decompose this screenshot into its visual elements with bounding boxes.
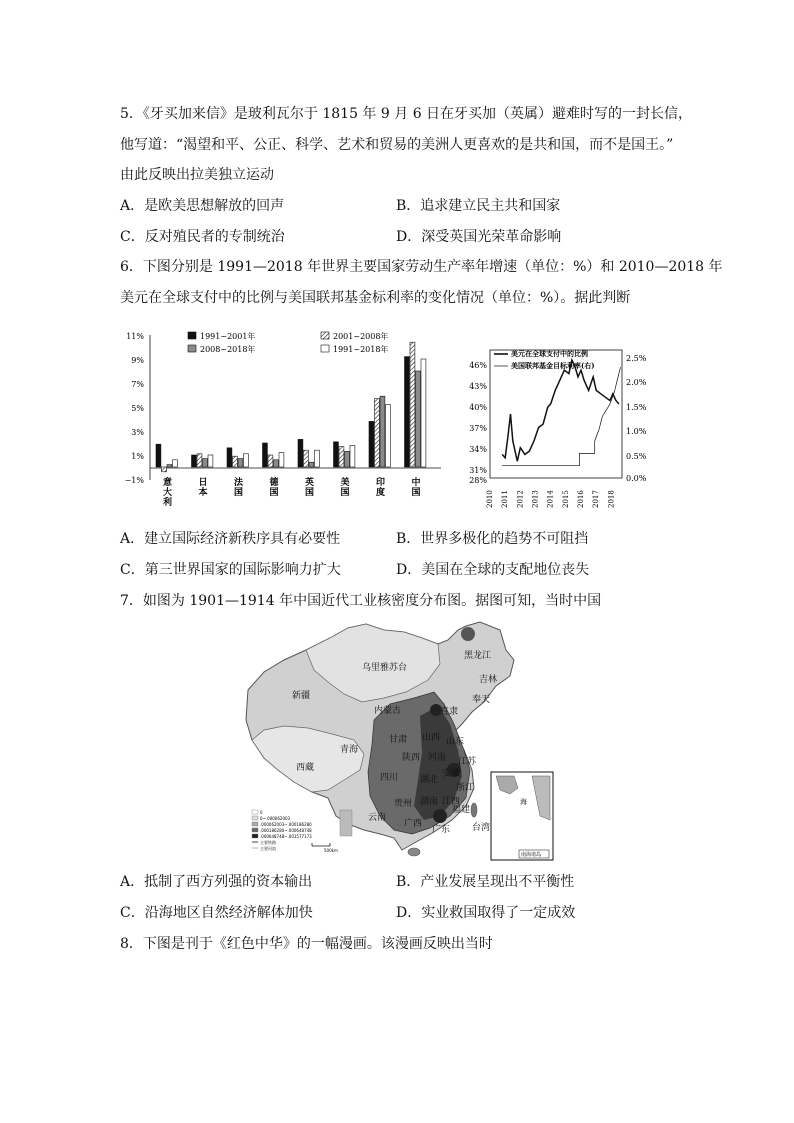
legend-thumbnail [340, 810, 352, 836]
bar-3-5 [309, 462, 314, 467]
q7-stem-line1: 7．如图为 1901—1914 年中国近代工业核密度分布图。据图可知，当时中国 [120, 593, 602, 609]
bar-3-6 [345, 451, 350, 467]
legend-label-series-3: 2008~2018年 [200, 345, 256, 354]
map-label-taiwan: 台湾 [472, 823, 491, 833]
legend-swatch-series-3 [188, 345, 196, 352]
q5-option-c[interactable]: C．反对殖民者的专制统治 [120, 229, 285, 245]
bar-3-3 [238, 459, 243, 467]
bar-2-5 [304, 450, 309, 467]
bar-2-3 [233, 456, 238, 467]
bar-1-6 [334, 442, 339, 467]
bar-category-label-5-1: 英 [305, 478, 315, 488]
line-ytick-right-4: 1.0% [626, 427, 647, 436]
map-label-guangxi: 广西 [404, 819, 423, 829]
map-label-hubei: 湖北 [420, 775, 439, 785]
south-china-sea-inset [491, 772, 553, 860]
map-label-jilin: 吉林 [479, 675, 498, 685]
industry-density-map [244, 620, 556, 862]
q8-stem-line1: 8．下图是刊于《红色中华》的一幅漫画。该漫画反映出当时 [120, 936, 493, 952]
line-legend-series-2: 美国联邦基金目标利率(右) [511, 361, 595, 370]
legend-label-series-1: 1991~2001年 [200, 332, 256, 341]
inset-label-nanhai: 南海诸岛 [521, 852, 542, 858]
map-label-fujian: 福建 [452, 805, 471, 815]
q5-option-b[interactable]: B．追求建立民主共和国家 [396, 198, 561, 214]
bar-category-label-6-2: 国 [340, 488, 350, 498]
q6-option-d[interactable]: D．美国在全球的支配地位丧失 [396, 562, 590, 578]
bar-ytick-4: 5% [131, 404, 144, 413]
map-label-neimenggu: 内蒙古 [374, 706, 402, 716]
map-label-xizang: 西藏 [296, 763, 315, 773]
line-xtick-3: 2012 [516, 490, 525, 508]
bar-1-3 [227, 448, 232, 467]
bar-1-8 [405, 357, 410, 467]
bar-3-2 [203, 459, 208, 467]
map-label-zhili: 直隶 [440, 707, 459, 717]
map-legend-5: 主要铁路 [260, 840, 276, 845]
bar-2-6 [339, 447, 344, 467]
map-legend-1: 0~.000062003 [260, 816, 291, 821]
q5-stem-line2: 他写道：“渴望和平、公正、科学、艺术和贸易的美洲人更喜欢的是共和国，而不是国王。” [120, 137, 674, 153]
bar-4-3 [244, 454, 249, 467]
line-ytick-left-4: 37% [469, 424, 487, 433]
bar-category-label-1-3: 利 [163, 498, 173, 508]
bar-ytick-2: 9% [131, 356, 144, 365]
bar-category-label-2-2: 本 [198, 488, 208, 498]
scale-bar [312, 843, 338, 853]
map-label-shanxi: 山西 [422, 733, 441, 743]
bar-category-label-1-1: 意 [163, 478, 173, 488]
map-label-jiangsu: 江苏 [458, 757, 477, 767]
q5-option-a[interactable]: A．是欧美思想解放的回声 [120, 198, 285, 214]
q7-option-b[interactable]: B．产业发展呈现出不平衡性 [396, 874, 575, 890]
q6-option-c[interactable]: C．第三世界国家的国际影响力扩大 [120, 562, 341, 578]
bar-4-1 [173, 460, 178, 467]
bar-category-label-7-2: 度 [376, 488, 386, 498]
map-legend-6: 主要河流 [260, 846, 276, 851]
bar-ytick-3: 7% [131, 380, 144, 389]
dollar-share-line-chart [456, 340, 676, 515]
map-label-guizhou: 贵州 [394, 799, 413, 809]
bar-ytick-6: 1% [131, 452, 144, 461]
line-xtick-9: 2018 [607, 490, 616, 508]
bar-2-4 [268, 455, 273, 467]
line-ytick-right-1: 2.5% [626, 354, 647, 363]
legend-swatch-series-2 [321, 332, 329, 339]
bar-3-4 [274, 460, 279, 467]
taiwan-island [471, 803, 477, 817]
line-ytick-right-6: 0.0% [626, 474, 647, 483]
line-ytick-left-5: 34% [469, 445, 487, 454]
map-label-wuliyasutai: 乌里雅苏台 [362, 663, 408, 673]
bar-3-7 [380, 396, 385, 467]
bar-category-label-4-2: 国 [269, 488, 279, 498]
bar-legend [188, 331, 388, 354]
bar-4-7 [386, 405, 391, 467]
bar-category-label-4-1: 德 [269, 478, 279, 488]
map-legend-4: .000648748~.001577173 [260, 834, 312, 839]
bar-ytick-1: 11% [126, 332, 144, 341]
q5-stem-line3: 由此反映出拉美独立运动 [120, 167, 274, 183]
map-label-hunan: 湖南 [420, 797, 439, 807]
line-ytick-left-6: 31% [469, 466, 487, 475]
inset-label-sea: 海 [520, 798, 527, 806]
line-ytick-left-1: 46% [469, 361, 487, 370]
bar-3-1 [167, 465, 172, 467]
map-label-henan: 河南 [428, 753, 447, 763]
bar-1-2 [192, 455, 197, 467]
bar-category-label-1-2: 大 [163, 488, 173, 498]
legend-label-series-4: 1991~2018年 [333, 345, 389, 354]
map-label-qinghai: 青海 [340, 745, 359, 755]
line-legend-series-1: 美元在全球支付中的比例 [511, 349, 588, 358]
bar-4-2 [208, 455, 213, 467]
hotspot-heilongjiang [461, 627, 475, 641]
q7-option-a[interactable]: A．抵制了西方列强的资本输出 [120, 874, 313, 890]
map-label-xinjiang: 新疆 [292, 691, 311, 701]
bar-1-5 [298, 439, 303, 467]
bar-category-label-6-1: 美 [340, 478, 350, 488]
map-label-fengtian: 奉天 [472, 695, 491, 705]
legend-label-series-2: 2001~2008年 [333, 332, 389, 341]
q5-option-d[interactable]: D．深受英国光荣革命影响 [396, 229, 562, 245]
line-ytick-left-2: 43% [469, 382, 487, 391]
map-label-shandong: 山东 [446, 737, 465, 747]
q7-option-c[interactable]: C．沿海地区自然经济解体加快 [120, 905, 313, 921]
bar-4-6 [350, 445, 355, 467]
map-legend-0: 0 [260, 810, 263, 815]
line-xtick-2: 2011 [501, 490, 510, 508]
q6-option-b[interactable]: B．世界多极化的趋势不可阻挡 [396, 531, 589, 547]
bar-2-8 [410, 342, 415, 467]
bar-4-5 [315, 450, 320, 467]
q7-option-d[interactable]: D．实业救国取得了一定成效 [396, 905, 576, 921]
legend-swatch-series-1 [188, 332, 196, 339]
map-label-gansu: 甘肃 [389, 735, 408, 745]
hainan-island [408, 848, 420, 856]
line-xtick-7: 2016 [577, 490, 586, 508]
line-xtick-8: 2017 [592, 490, 601, 508]
bar-1-1 [156, 444, 161, 467]
map-label-guangdong: 广东 [432, 825, 451, 835]
map-label-yunnan: 云南 [368, 813, 387, 823]
line-ytick-right-5: 0.5% [626, 452, 647, 461]
line-series-1 [502, 360, 619, 461]
line-xtick-5: 2014 [546, 490, 555, 508]
line-xtick-1: 2010 [486, 490, 494, 508]
bar-1-4 [263, 443, 268, 467]
q6-option-a[interactable]: A．建立国际经济新秩序具有必要性 [120, 531, 341, 547]
bar-category-label-3-2: 国 [234, 488, 244, 498]
productivity-bar-chart [116, 325, 446, 515]
hotspot-guangdong [433, 809, 447, 823]
map-label-anhui: 安徽 [442, 769, 461, 779]
bar-ytick-5: 3% [131, 428, 144, 437]
bar-2-1 [162, 467, 167, 472]
line-ytick-right-2: 2.0% [626, 378, 647, 387]
line-xtick-4: 2013 [531, 490, 540, 508]
q6-stem-line2: 美元在全球支付中的比例与美国联邦基金标利率的变化情况（单位：%）。据此判断 [120, 290, 631, 306]
map-label-shaanxi: 陕西 [402, 753, 421, 763]
q5-stem-line1: 5．《牙买加来信》是玻利瓦尔于 1815 年 9 月 6 日在牙买加（英属）避难时写的一封长信， [120, 106, 693, 122]
q6-stem-line1: 6．下图分别是 1991—2018 年世界主要国家劳动生产率年增速（单位：%）和 2010—2018 年 [120, 259, 723, 275]
map-label-jiangxi: 江西 [442, 797, 461, 807]
bar-category-label-7-1: 印 [376, 478, 386, 488]
legend-swatch-series-4 [321, 345, 329, 352]
map-label-zhejiang: 浙江 [456, 783, 475, 793]
line-xtick-6: 2015 [561, 490, 570, 508]
bar-ytick-7: −1% [124, 476, 144, 485]
line-ytick-right-3: 1.5% [626, 403, 647, 412]
map-legend [252, 810, 312, 851]
line-ytick-left-3: 40% [469, 403, 487, 412]
bar-category-label-5-2: 国 [305, 488, 315, 498]
bar-4-8 [421, 359, 426, 467]
bar-category-label-3-1: 法 [234, 478, 244, 488]
bar-2-2 [197, 454, 202, 467]
map-legend-3: .000186280~.000648748 [260, 828, 312, 833]
bar-category-label-2-1: 日 [198, 478, 208, 488]
map-legend-2: .000062003~.000186280 [260, 822, 312, 827]
bar-2-7 [375, 399, 380, 467]
line-ytick-left-7: 28% [469, 476, 487, 485]
bar-category-label-8-1: 中 [411, 478, 421, 488]
bar-1-7 [369, 421, 374, 467]
bar-4-4 [279, 453, 284, 467]
scale-label: 500km [324, 848, 338, 853]
map-label-sichuan: 四川 [380, 773, 399, 783]
map-label-heilongjiang: 黑龙江 [464, 651, 492, 661]
bar-3-8 [416, 371, 421, 467]
bar-category-label-8-2: 国 [411, 488, 421, 498]
